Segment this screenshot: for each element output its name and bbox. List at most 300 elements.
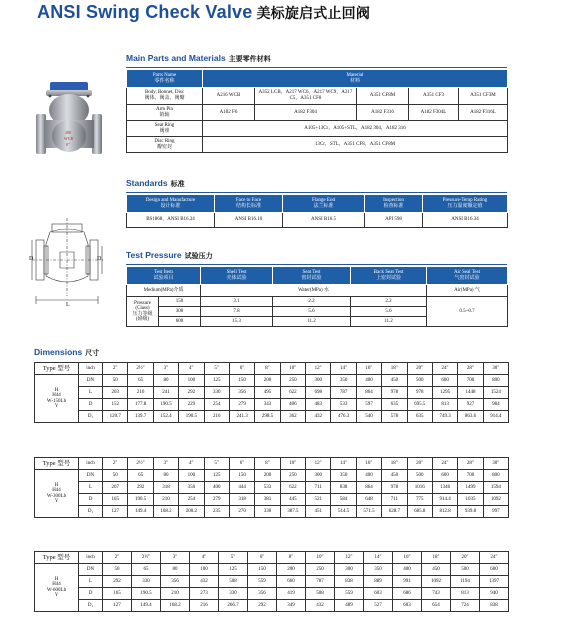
dimensions-cell: 813: [432, 399, 457, 411]
dimensions-size-header: 2½″: [132, 552, 161, 564]
drawing-label-d: D: [29, 256, 34, 262]
dimensions-row-key: DN: [79, 564, 103, 576]
dimensions-cell: 1499: [458, 482, 483, 494]
parts-cell: A182 F316L: [459, 105, 508, 121]
dimensions-size-header: 8″: [277, 552, 306, 564]
dimensions-cell: 100: [179, 375, 204, 387]
dimensions-cell: 127: [103, 506, 128, 518]
dimensions-cell: 984: [483, 399, 508, 411]
pressure-class: 600: [159, 317, 201, 327]
dimensions-cell: 603: [364, 588, 393, 600]
dimensions-cell: 356: [248, 588, 277, 600]
parts-table: [126, 69, 508, 153]
standards-cell: ANSI B16.10: [215, 213, 283, 228]
dimensions-cell: 813: [451, 588, 480, 600]
dimensions-cell: 540: [356, 411, 381, 423]
pressure-col-back: Back Seat Test 上密封试验: [351, 267, 427, 285]
dimensions-cell: 419: [277, 588, 306, 600]
dimensions-model-line: Y: [54, 499, 59, 504]
dimensions-cell: 600: [432, 470, 457, 482]
dimensions-row-key: D: [79, 399, 103, 411]
dimensions-cell: 152.4: [153, 411, 178, 423]
dimensions-cell: 250: [306, 564, 335, 576]
dimensions-size-header: 6″: [229, 458, 254, 470]
parts-col-material: Material 材料: [203, 70, 508, 88]
dimensions-cell: 508: [306, 588, 335, 600]
dimensions-cell: 127: [103, 600, 132, 612]
dimensions-cell: 927: [458, 399, 483, 411]
dimensions-cell: 80: [153, 470, 178, 482]
dimensions-cell: 125: [219, 564, 248, 576]
dimensions-size-header: 16″: [356, 363, 381, 375]
parts-cell: A105+13Cr，A105+STL，A182 304，A182 316: [203, 121, 508, 137]
parts-cell: A351 CF3M: [459, 88, 508, 105]
pressure-class: 150: [159, 297, 201, 307]
pressure-medium-label: Medium(MPa)介质: [127, 285, 201, 297]
dimensions-cell: 100: [179, 470, 204, 482]
pressure-col-air: Air Seal Test 气密封试验: [427, 267, 508, 285]
dimensions-cell: 635: [382, 399, 407, 411]
dimensions-cell: 168.2: [161, 600, 190, 612]
parts-row-label: Disc Ring 瓣密封: [127, 137, 203, 153]
dimensions-size-header: 18″: [382, 458, 407, 470]
dimensions-cell: 622: [280, 387, 305, 399]
dimensions-cell: 476.3: [331, 411, 356, 423]
dimensions-cell: 444: [229, 482, 254, 494]
dimensions-cell: 270: [229, 506, 254, 518]
dimensions-cell: 1092: [483, 494, 508, 506]
dimensions-size-header: 3″: [161, 552, 190, 564]
dimensions-cell: 190.5: [132, 588, 161, 600]
dimensions-size-header: 6″: [248, 552, 277, 564]
dimensions-cell: 527: [364, 600, 393, 612]
dimensions-cell: 250: [280, 470, 305, 482]
dimensions-model-label: [35, 375, 79, 423]
page-title: [37, 2, 370, 23]
dimensions-size-header: 14″: [331, 363, 356, 375]
dimensions-cell: 165: [103, 588, 132, 600]
dimensions-cell: 149.4: [128, 506, 153, 518]
dimensions-row-1: [35, 482, 509, 494]
dimensions-row-2: [35, 399, 509, 411]
parts-row-disc-ring: [127, 137, 508, 153]
dimensions-cell: 660: [277, 576, 306, 588]
parts-row-body: [127, 88, 508, 105]
dimensions-cell: 500: [407, 375, 432, 387]
dimensions-cell: 451: [306, 506, 331, 518]
dimensions-unit-label: inch: [79, 363, 103, 375]
pressure-col-shell: Shell Test 壳体试验: [201, 267, 273, 285]
dimensions-cell: 350: [331, 470, 356, 482]
dimensions-cell: 914.4: [432, 494, 457, 506]
dimensions-cell: 700: [458, 375, 483, 387]
parts-cell: A352 LCB，A217 WC6，A217 WC9，A217 C5，A351 CF8: [255, 88, 357, 105]
dimensions-cell: 648: [356, 494, 381, 506]
dimensions-size-header: 28″: [458, 363, 483, 375]
dimensions-size-header: 2½″: [128, 458, 153, 470]
dimensions-cell: 1194: [451, 576, 480, 588]
dimensions-row-key: D₁: [79, 600, 103, 612]
parts-heading: [126, 53, 271, 64]
dimensions-cell: 400: [393, 564, 422, 576]
dimensions-cell: 978: [407, 387, 432, 399]
dimensions-size-header: 3″: [153, 363, 178, 375]
dimensions-cell: 1035: [458, 494, 483, 506]
dimensions-cell: 724: [451, 600, 480, 612]
dimensions-cell: 65: [128, 375, 153, 387]
dimensions-model-line: Y: [54, 593, 59, 598]
dimensions-cell: 65: [132, 564, 161, 576]
dimensions-cell: 1092: [422, 576, 451, 588]
pressure-row: [127, 297, 508, 307]
dimensions-cell: 350: [364, 564, 393, 576]
dimensions-cell: 1594: [483, 482, 508, 494]
dimensions-cell: 978: [382, 482, 407, 494]
dimensions-cell: 483: [306, 399, 331, 411]
dimensions-unit-label: inch: [79, 552, 103, 564]
dimensions-type-label: Type 型号: [35, 552, 79, 564]
dimensions-row-key: DN: [79, 375, 103, 387]
dimensions-row-key: D₁: [79, 411, 103, 423]
dimensions-cell: 318: [229, 494, 254, 506]
standards-col-face: Face to Face 结构长标准: [215, 195, 283, 213]
pressure-medium-air: Air(MPa) 气: [427, 285, 508, 297]
dimensions-row-key: DN: [79, 470, 103, 482]
dimensions-size-header: 5″: [204, 458, 229, 470]
dimensions-cell: 387.5: [280, 506, 305, 518]
dimensions-table-0: [34, 362, 509, 423]
dimensions-cell: 200: [255, 470, 280, 482]
standards-heading-en: Standards: [126, 178, 168, 188]
dimensions-cell: 210: [153, 494, 178, 506]
dimensions-cell: 330: [132, 576, 161, 588]
dimensions-cell: 350: [331, 375, 356, 387]
dimensions-cell: 50: [103, 470, 128, 482]
dimensions-cell: 125: [204, 470, 229, 482]
dimensions-cell: 698: [306, 387, 331, 399]
dimensions-cell: 292: [179, 387, 204, 399]
dimensions-cell: 50: [103, 564, 132, 576]
pressure-cell: 15.3: [201, 317, 273, 327]
dimensions-cell: 190.5: [153, 399, 178, 411]
dimensions-model-line: H: [54, 576, 59, 582]
dimensions-cell: 450: [422, 564, 451, 576]
dimensions-size-header: 8″: [255, 363, 280, 375]
dimensions-cell: 216: [190, 600, 219, 612]
dimensions-cell: 330: [219, 588, 248, 600]
dimensions-cell: 1016: [407, 482, 432, 494]
dimensions-row-0: [35, 564, 509, 576]
parts-heading-cn: 主要零件材料: [228, 56, 271, 63]
dimensions-cell: 600: [480, 564, 509, 576]
dimensions-size-header: 10″: [280, 363, 305, 375]
dimensions-cell: 838: [335, 576, 364, 588]
dimensions-cell: 406: [280, 399, 305, 411]
dimensions-size-header: 12″: [306, 458, 331, 470]
dimensions-cell: 266.7: [219, 600, 248, 612]
dimensions-cell: 100: [190, 564, 219, 576]
dimensions-cell: 514.5: [331, 506, 356, 518]
valve-technical-drawing: [30, 216, 104, 312]
standards-col-rating: Pressure-Temp Rating 压力温度额定值: [423, 195, 508, 213]
dimensions-cell: 400: [356, 470, 381, 482]
dimensions-model-line: W-300Lb: [46, 493, 67, 499]
dimensions-size-header: 30″: [483, 458, 508, 470]
dimensions-size-header: 10″: [306, 552, 335, 564]
dimensions-cell: 1346: [432, 482, 457, 494]
pressure-cell: 2.2: [273, 297, 351, 307]
parts-cell: A182 F316: [357, 105, 409, 121]
dimensions-cell: 298.5: [255, 411, 280, 423]
dimensions-cell: 787: [306, 576, 335, 588]
dimensions-cell: 250: [280, 375, 305, 387]
standards-cell: BS1868，ANSI B16.34: [127, 213, 215, 228]
dimensions-table-1: [34, 457, 509, 518]
dimensions-cell: 190.5: [179, 411, 204, 423]
dimensions-heading-en: Dimensions: [34, 347, 83, 357]
dimensions-cell: 292: [128, 482, 153, 494]
parts-row-label: Seat Ring 阀座: [127, 121, 203, 137]
dimensions-cell: 300: [306, 470, 331, 482]
dimensions-cell: 1524: [483, 387, 508, 399]
dimensions-cell: 120.7: [103, 411, 128, 423]
pressure-cell: 2.2: [351, 297, 427, 307]
dimensions-cell: 508: [219, 576, 248, 588]
dimensions-cell: 330: [204, 387, 229, 399]
dimensions-row-3: [35, 411, 509, 423]
valve-photo: [34, 78, 104, 164]
dimensions-row-3: [35, 506, 509, 518]
pressure-cell: 7.8: [201, 307, 273, 317]
dimensions-cell: 432: [306, 600, 335, 612]
dimensions-cell: 991: [393, 576, 422, 588]
dimensions-row-0: [35, 470, 509, 482]
pressure-class-label: Pressure (Class) 压力等级 (磅级): [127, 297, 159, 327]
dimensions-model-line: H44: [52, 582, 61, 587]
dimensions-row-0: [35, 375, 509, 387]
dimensions-size-header: 4″: [190, 552, 219, 564]
dimensions-cell: 603: [393, 600, 422, 612]
parts-cell: A351 CF3: [409, 88, 459, 105]
dimensions-row-1: [35, 576, 509, 588]
dimensions-cell: 600: [432, 375, 457, 387]
dimensions-size-header: 4″: [179, 458, 204, 470]
dimensions-cell: 635: [407, 411, 432, 423]
parts-row-arm-pin: [127, 105, 508, 121]
dimensions-cell: 711: [306, 482, 331, 494]
dimensions-cell: 775: [407, 494, 432, 506]
dimensions-size-header: 4″: [179, 363, 204, 375]
dimensions-cell: 267: [103, 482, 128, 494]
dimensions-table-2: [34, 551, 509, 612]
photo-marking-size: 200: [65, 130, 71, 135]
dimensions-cell: 787: [331, 387, 356, 399]
dimensions-size-header: 2½″: [128, 363, 153, 375]
parts-cell: A182 F304L: [409, 105, 459, 121]
dimensions-cell: 500: [451, 564, 480, 576]
standards-cell: ANSI B16.34: [423, 213, 508, 228]
dimensions-cell: 500: [407, 470, 432, 482]
dimensions-cell: 521: [306, 494, 331, 506]
dimensions-cell: 495: [255, 387, 280, 399]
dimensions-cell: 330: [255, 506, 280, 518]
dimensions-cell: 450: [382, 470, 407, 482]
dimensions-cell: 533: [255, 482, 280, 494]
dimensions-cell: 210: [161, 588, 190, 600]
dimensions-heading-cn: 尺寸: [85, 350, 100, 357]
pressure-class: 300: [159, 307, 201, 317]
dimensions-cell: 445: [280, 494, 305, 506]
dimensions-cell: 80: [161, 564, 190, 576]
dimensions-cell: 628.7: [382, 506, 407, 518]
pressure-top-rule: [126, 264, 507, 265]
dimensions-model-line: H44: [52, 488, 61, 493]
dimensions-size-header: 20″: [407, 363, 432, 375]
pressure-cell: 11.2: [351, 317, 427, 327]
dimensions-cell: 150: [248, 564, 277, 576]
dimensions-cell: 216: [204, 411, 229, 423]
dimensions-cell: 139.7: [128, 411, 153, 423]
dimensions-cell: 381: [255, 494, 280, 506]
dimensions-size-header: 8″: [255, 458, 280, 470]
dimensions-row-key: D: [79, 494, 103, 506]
dimensions-model-label: [35, 470, 79, 518]
dimensions-cell: 838: [480, 600, 509, 612]
photo-marking-inch: 8": [66, 142, 70, 147]
dimensions-header-row: [35, 552, 509, 564]
dimensions-size-header: 6″: [229, 363, 254, 375]
dimensions-cell: 1448: [458, 387, 483, 399]
dimensions-size-header: 5″: [204, 363, 229, 375]
title-chinese: 美标旋启式止回阀: [256, 5, 371, 21]
pressure-cell: 5.6: [273, 307, 351, 317]
standards-cell: ANSI B16.5: [283, 213, 365, 228]
dimensions-size-header: 14″: [364, 552, 393, 564]
dimensions-cell: 800: [483, 470, 508, 482]
dimensions-cell: 203: [103, 387, 128, 399]
dimensions-row-key: L: [79, 387, 103, 399]
pressure-cell: 5.6: [351, 307, 427, 317]
dimensions-row-key: D: [79, 588, 103, 600]
dimensions-cell: 279: [204, 494, 229, 506]
drawing-label-l: L: [66, 302, 70, 308]
dimensions-cell: 940: [480, 588, 509, 600]
dimensions-model-line: H: [54, 387, 59, 393]
parts-cell: A182 F304: [255, 105, 357, 121]
standards-values-row: [127, 213, 508, 228]
dimensions-cell: 177.8: [128, 399, 153, 411]
dimensions-size-header: 16″: [393, 552, 422, 564]
dimensions-size-header: 3″: [153, 458, 178, 470]
dimensions-cell: 1397: [480, 576, 509, 588]
parts-cell: A216 WCB: [203, 88, 255, 105]
dimensions-row-1: [35, 387, 509, 399]
dimensions-size-header: 24″: [480, 552, 509, 564]
dimensions-cell: 200.2: [179, 506, 204, 518]
dimensions-row-key: D₁: [79, 506, 103, 518]
dimensions-cell: 150: [229, 375, 254, 387]
parts-cell: A182 F6: [203, 105, 255, 121]
dimensions-cell: 168.2: [153, 506, 178, 518]
dimensions-model-line: H44: [52, 393, 61, 398]
dimensions-cell: 241.3: [229, 411, 254, 423]
dimensions-cell: 190.5: [128, 494, 153, 506]
dimensions-size-header: 18″: [382, 363, 407, 375]
dimensions-type-label: Type 型号: [35, 458, 79, 470]
dimensions-cell: 150: [229, 470, 254, 482]
dimensions-row-key: L: [79, 482, 103, 494]
dimensions-cell: 889: [364, 576, 393, 588]
dimensions-header-row: [35, 363, 509, 375]
dimensions-size-header: 12″: [335, 552, 364, 564]
parts-row-label: Body, Bonnet, Disc 阀体、阀盖、阀瓣: [127, 88, 203, 105]
dimensions-size-header: 10″: [280, 458, 305, 470]
dimensions-cell: 432: [190, 576, 219, 588]
dimensions-size-header: 24″: [432, 458, 457, 470]
dimensions-cell: 200: [255, 375, 280, 387]
dimensions-size-header: 24″: [432, 363, 457, 375]
dimensions-size-header: 20″: [407, 458, 432, 470]
dimensions-cell: 149.4: [132, 600, 161, 612]
dimensions-size-header: 18″: [422, 552, 451, 564]
dimensions-cell: 978: [382, 387, 407, 399]
parts-col-name: Parts Name 零件名称: [127, 70, 203, 88]
pressure-heading-en: Test Pressure: [126, 250, 182, 260]
dimensions-cell: 489: [335, 600, 364, 612]
dimensions-cell: 686: [393, 588, 422, 600]
dimensions-cell: 152: [103, 399, 128, 411]
dimensions-cell: 318: [153, 482, 178, 494]
dimensions-size-header: 20″: [451, 552, 480, 564]
dimensions-cell: 165: [103, 494, 128, 506]
dimensions-size-header: 16″: [356, 458, 381, 470]
dimensions-cell: 749.3: [432, 411, 457, 423]
dimensions-model-label: [35, 564, 79, 612]
dimensions-cell: 800: [483, 375, 508, 387]
dimensions-cell: 200: [277, 564, 306, 576]
dimensions-size-header: 5″: [219, 552, 248, 564]
drawing-label-d1: D₁: [97, 256, 104, 262]
pressure-heading: [126, 250, 213, 261]
dimensions-size-header: 28″: [458, 458, 483, 470]
dimensions-cell: 450: [382, 375, 407, 387]
dimensions-cell: 273: [190, 588, 219, 600]
standards-table: [126, 194, 508, 228]
dimensions-cell: 125: [204, 375, 229, 387]
dimensions-size-header: 12″: [306, 363, 331, 375]
dimensions-cell: 863.6: [458, 411, 483, 423]
dimensions-type-label: Type 型号: [35, 363, 79, 375]
dimensions-cell: 838: [331, 482, 356, 494]
pressure-heading-cn: 试验压力: [184, 253, 213, 260]
parts-row-seat-ring: [127, 121, 508, 137]
dimensions-cell: 343: [255, 399, 280, 411]
parts-row-label: Arm Pin 销轴: [127, 105, 203, 121]
dimensions-cell: 578: [382, 411, 407, 423]
dimensions-cell: 292: [248, 600, 277, 612]
dimensions-row-2: [35, 494, 509, 506]
dimensions-cell: 65: [128, 470, 153, 482]
standards-heading: [126, 178, 185, 189]
dimensions-cell: 1295: [432, 387, 457, 399]
dimensions-model-line: H: [54, 482, 59, 488]
dimensions-cell: 229: [179, 399, 204, 411]
dimensions-cell: 279: [229, 399, 254, 411]
title-english: ANSI Swing Check Valve: [37, 2, 253, 22]
pressure-col-seat: Seat Test 密封试验: [273, 267, 351, 285]
dimensions-cell: 654: [422, 600, 451, 612]
dimensions-model-line: W-150Lb: [46, 398, 67, 404]
